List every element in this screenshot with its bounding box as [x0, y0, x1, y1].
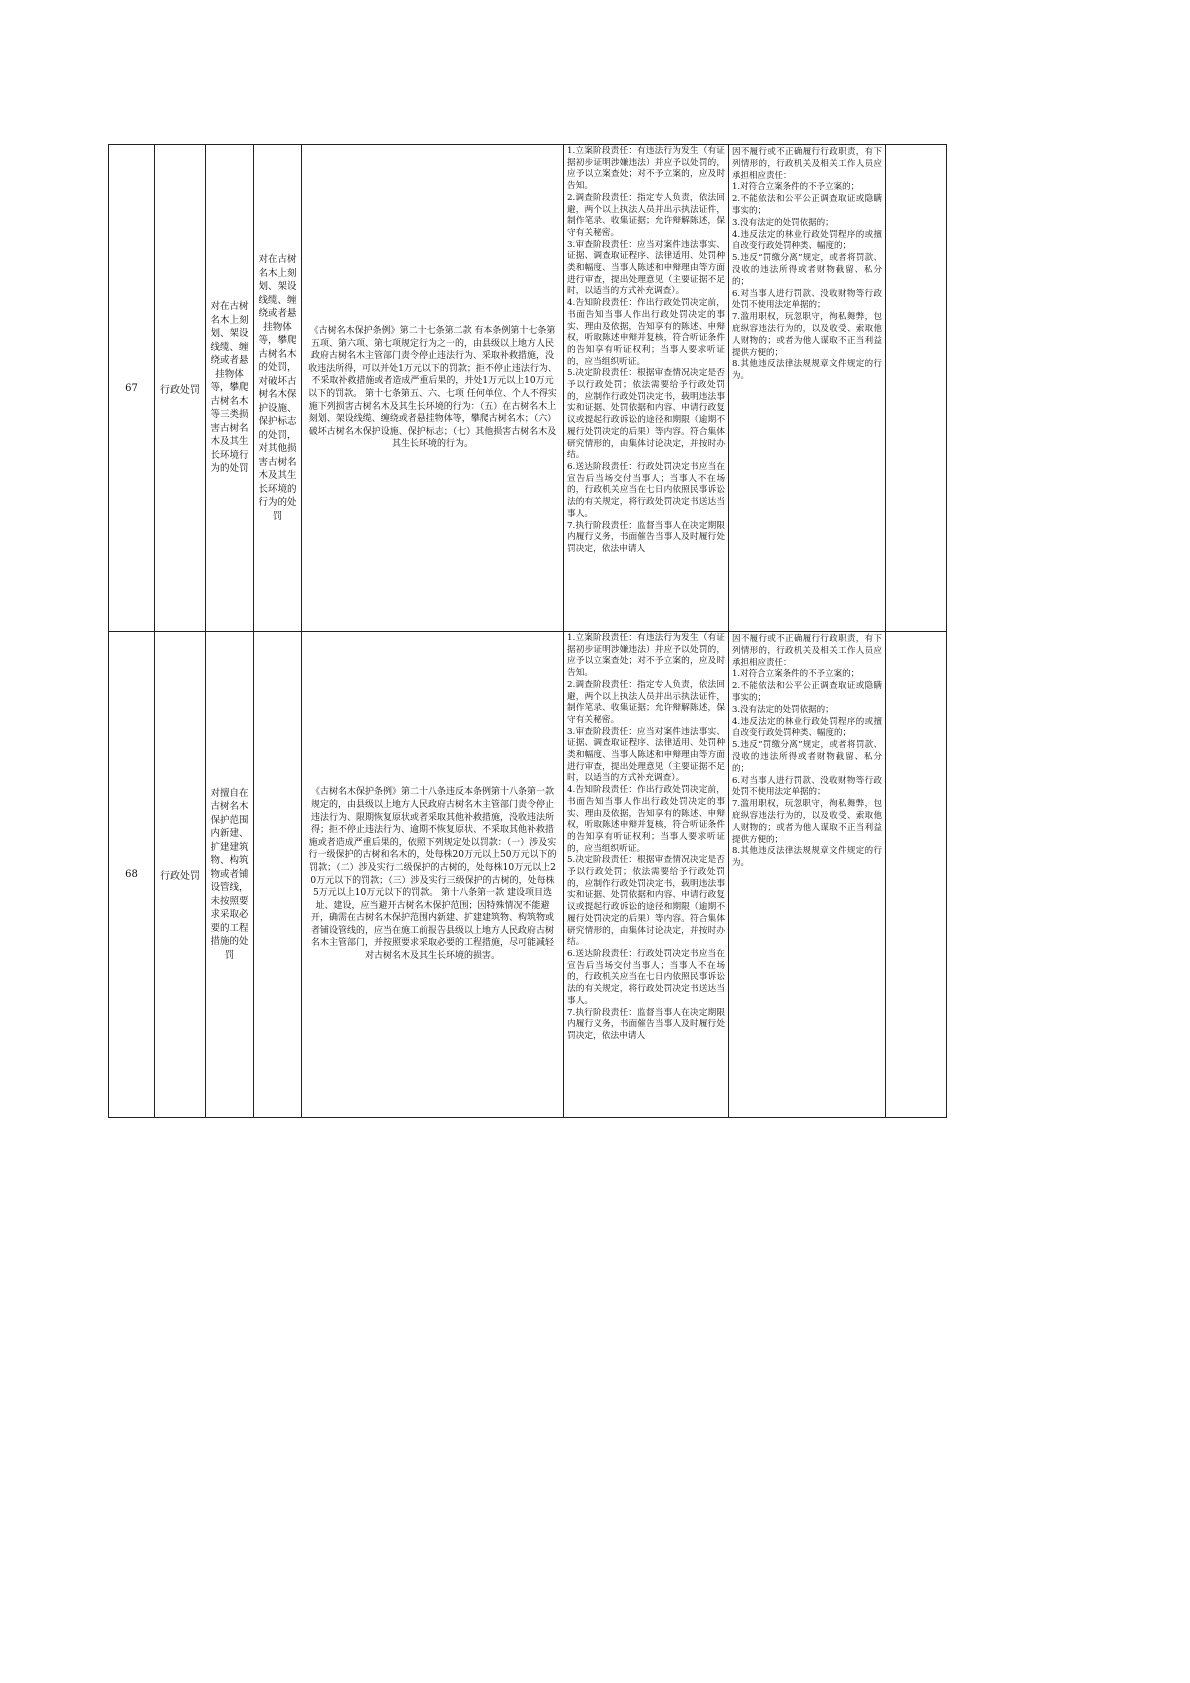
accountability-item: 1.对符合立案条件的不予立案的； [732, 182, 860, 193]
accountability-item: 7.滥用职权，玩忽职守，徇私舞弊，包庇纵容违法行为的，以及收受、索取他人财物的；或者为他人谋取不正当利益提供方便的； [732, 312, 882, 358]
responsibility-cell [564, 632, 729, 1118]
sub-item-cell [254, 145, 302, 632]
responsibility-item: 6.送达阶段责任：行政处罚决定书应当在宣告后当场交付当事人；当事人不在场的，行政机关应当在七日内依照民事诉讼法的有关规定，将行政处罚决定书送达当事人。 [567, 948, 725, 1006]
responsibility-clip [564, 632, 728, 1117]
accountability-item: 5.违反“罚缴分离”规定，或者将罚款、没收的违法所得或者财物截留、私分的； [732, 253, 882, 287]
accountability-item: 8.其他违反法律法规规章文件规定的行为。 [732, 359, 882, 382]
accountability-item: 4.违反法定的林业行政处罚程序的或擅自改变行政处罚种类、幅度的； [732, 229, 882, 252]
responsibility-list [564, 145, 728, 556]
accountability-item: 4.违反法定的林业行政处罚程序的或擅自改变行政处罚种类、幅度的； [732, 716, 882, 739]
responsibility-item: 7.执行阶段责任：监督当事人在决定期限内履行义务，书面催告当事人及时履行处罚决定，依法申请人 [567, 1007, 725, 1041]
power-list-table [108, 144, 947, 1118]
accountability-item: 5.违反“罚缴分离”规定，或者将罚款、没收的违法所得或者财物截留、私分的； [732, 740, 882, 774]
legal-basis-text: 《古树名木保护条例》第二十七条第二款 有本条例第十七条第五项、第六项、第七项规定行为之一的，由县级以上地方人民政府古树名木主管部门责令停止违法行为、采取补救措施，没收违法所得，可以并处1万元以下的罚款；拒不停止违法行为、不采取补救措施或者造成严重后果的，并处1万元以上10万元以下的罚款。 第十七条第五、六、七项 任何单位、个人不得实施下列损害古树名木及其生长环境的行为：（五）在古树名木上刻划、架设线缆、缠绕或者悬挂物体等，攀爬古树名木；（六）破坏古树名木保护设施、保护标志；（七）其他损害古树名木及其生长环境的行为。 [308, 326, 557, 450]
responsibility-item: 5.决定阶段责任：根据审查情况决定是否予以行政处罚；依法需要给予行政处罚的，应制作行政处罚决定书，载明违法事实和证据、处罚依据和内容、申请行政复议或提起行政诉讼的途径和期限（逾期不履行处罚决定的后果）等内容。符合集体研究情形的，由集体讨论决定，并按时办结。 [567, 855, 725, 948]
category-text: 行政处罚 [160, 384, 200, 396]
accountability-item: 6.对当事人进行罚款、没收财物等行政处罚不使用法定单据的； [732, 288, 882, 311]
accountability-item: 8.其他违反法律法规规章文件规定的行为。 [732, 846, 882, 869]
item-name-text: 对擅自在古树名木保护范围内新建、扩建建筑物、构筑物或者铺设管线，未按照要求采取必要的工程措施的处罚 [210, 787, 249, 961]
accountability-list [729, 145, 885, 383]
accountability-item: 7.滥用职权，玩忽职守，徇私舞弊，包庇纵容违法行为的，以及收受、索取他人财物的；或者为他人谋取不正当利益提供方便的； [732, 799, 882, 845]
category-text: 行政处罚 [160, 871, 200, 882]
row-number-cell [109, 632, 155, 1118]
row-number: 67 [125, 382, 138, 394]
responsibility-item: 4.告知阶段责任：作出行政处罚决定前，书面告知当事人作出行政处罚决定的事实、理由及依据，告知享有的陈述、申辩权，听取陈述申辩并复核，符合听证条件的告知享有听证权利；当事人要求听证的，应当组织听证。 [567, 785, 725, 854]
responsibility-item: 3.审查阶段责任：应当对案件违法事实、证据、调查取证程序、法律适用、处罚种类和幅度、当事人陈述和申辩理由等方面进行审查，提出处理意见（主要证据不足时，以适当的方式补充调查）。 [567, 726, 725, 784]
accountability-item: 因不履行或不正确履行行政职责，有下列情形的，行政机关及相关工作人员应承担相应责任： [732, 634, 882, 668]
responsibility-item: 7.执行阶段责任：监督当事人在决定期限内履行义务，书面催告当事人及时履行处罚决定，依法申请人 [567, 520, 725, 554]
accountability-cell [729, 145, 886, 632]
item-name-cell [206, 632, 254, 1118]
row-number: 68 [125, 869, 138, 880]
responsibility-item: 5.决定阶段责任：根据审查情况决定是否予以行政处罚；依法需要给予行政处罚的，应制作行政处罚决定书，载明违法事实和证据、处罚依据和内容、申请行政复议或提起行政诉讼的途径和期限（逾期不履行处罚决定的后果）等内容。符合集体研究情形的，由集体讨论决定，并按时办结。 [567, 368, 725, 461]
category-cell [155, 632, 206, 1118]
responsibility-item: 1.立案阶段责任：有违法行为发生（有证据初步证明涉嫌违法）并应予以处罚的，应予以立案查处；对不予立案的，应及时告知。 [567, 146, 725, 192]
accountability-item: 1.对符合立案条件的不予立案的； [732, 669, 860, 680]
table-row [109, 632, 947, 1118]
responsibility-item: 2.调查阶段责任：指定专人负责，依法回避，两个以上执法人员并出示执法证件，制作笔录、收集证据；允许辩解陈述，保守有关秘密。 [567, 192, 725, 238]
responsibility-item: 4.告知阶段责任：作出行政处罚决定前，书面告知当事人作出行政处罚决定的事实、理由及依据，告知享有的陈述、申辩权，听取陈述申辩并复核，符合听证条件的告知享有听证权利；当事人要求听证的，应当组织听证。 [567, 298, 725, 367]
table-row [109, 145, 947, 632]
note-cell [886, 145, 947, 632]
responsibility-item: 3.审查阶段责任：应当对案件违法事实、证据、调查取证程序、法律适用、处罚种类和幅度、当事人陈述和申辩理由等方面进行审查，提出处理意见（主要证据不足时，以适当的方式补充调查）。 [567, 239, 725, 297]
row-number-cell [109, 145, 155, 632]
category-cell [155, 145, 206, 632]
responsibility-item: 2.调查阶段责任：指定专人负责，依法回避，两个以上执法人员并出示执法证件，制作笔录、收集证据；允许辩解陈述，保守有关秘密。 [567, 679, 725, 725]
legal-basis-cell [302, 632, 564, 1118]
sub-item-cell [254, 632, 302, 1118]
note-cell [886, 632, 947, 1118]
responsibility-cell [564, 145, 729, 632]
item-name-cell [206, 145, 254, 632]
accountability-item: 3.没有法定的处罚依据的； [732, 704, 834, 715]
accountability-cell [729, 632, 886, 1118]
accountability-item: 因不履行或不正确履行行政职责，有下列情形的，行政机关及相关工作人员应承担相应责任： [732, 147, 882, 181]
responsibility-item: 1.立案阶段责任：有违法行为发生（有证据初步证明涉嫌违法）并应予以处罚的，应予以立案查处；对不予立案的，应及时告知。 [567, 633, 725, 679]
responsibility-item: 6.送达阶段责任：行政处罚决定书应当在宣告后当场交付当事人；当事人不在场的，行政机关应当在七日内依照民事诉讼法的有关规定，将行政处罚决定书送达当事人。 [567, 461, 725, 519]
accountability-item: 2.不能依法和公平公正调查取证或隐瞒事实的； [732, 681, 882, 703]
accountability-item: 6.对当事人进行罚款、没收财物等行政处罚不使用法定单据的； [732, 775, 882, 798]
sub-item-text: 对在古树名木上刻划、架设线缆、缠绕或者悬挂物体等，攀爬古树名木的处罚，对破坏古树名木保护设施、保护标志的处罚，对其他损害古树名木及其生长环境的行为的处罚 [258, 254, 297, 522]
accountability-list [729, 632, 885, 870]
responsibility-list [564, 632, 728, 1043]
legal-basis-cell [302, 145, 564, 632]
accountability-item: 3.没有法定的处罚依据的； [732, 217, 834, 228]
accountability-item: 2.不能依法和公平公正调查取证或隐瞒事实的； [732, 194, 882, 216]
responsibility-clip [564, 145, 728, 631]
item-name-text: 对在古树名木上刻划、架设线缆、缠绕或者悬挂物体等，攀爬古树名木等三类损害古树名木及其生长环境行为的处罚 [210, 301, 249, 475]
legal-basis-text: 《古树名木保护条例》第二十八条违反本条例第十八条第一款规定的，由县级以上地方人民政府古树名木主管部门责令停止违法行为、限期恢复原状或者采取其他补救措施，没收违法所得；拒不停止违法行为、逾期不恢复原状、不采取其他补救措施或者造成严重后果的，依照下列规定处以罚款：（一）涉及实行一级保护的古树和名木的，处每株20万元以上50万元以下的罚款；（二）涉及实行二级保护的古树的，处每株10万元以上20万元以下的罚款；（三）涉及实行三级保护的古树的，处每株5万元以上10万元以下的罚款。 第十八条第一款 建设项目选址、建设，应当避开古树名木保护范围；因特殊情况不能避开，确需在古树名木保护范围内新建、扩建建筑物、构筑物或者铺设管线的，应当在施工前报告县级以上地方人民政府古树名木主管部门，并按照要求采取必要的工程措施，尽可能减轻对古树名木及其生长环境的损害。 [308, 787, 557, 962]
